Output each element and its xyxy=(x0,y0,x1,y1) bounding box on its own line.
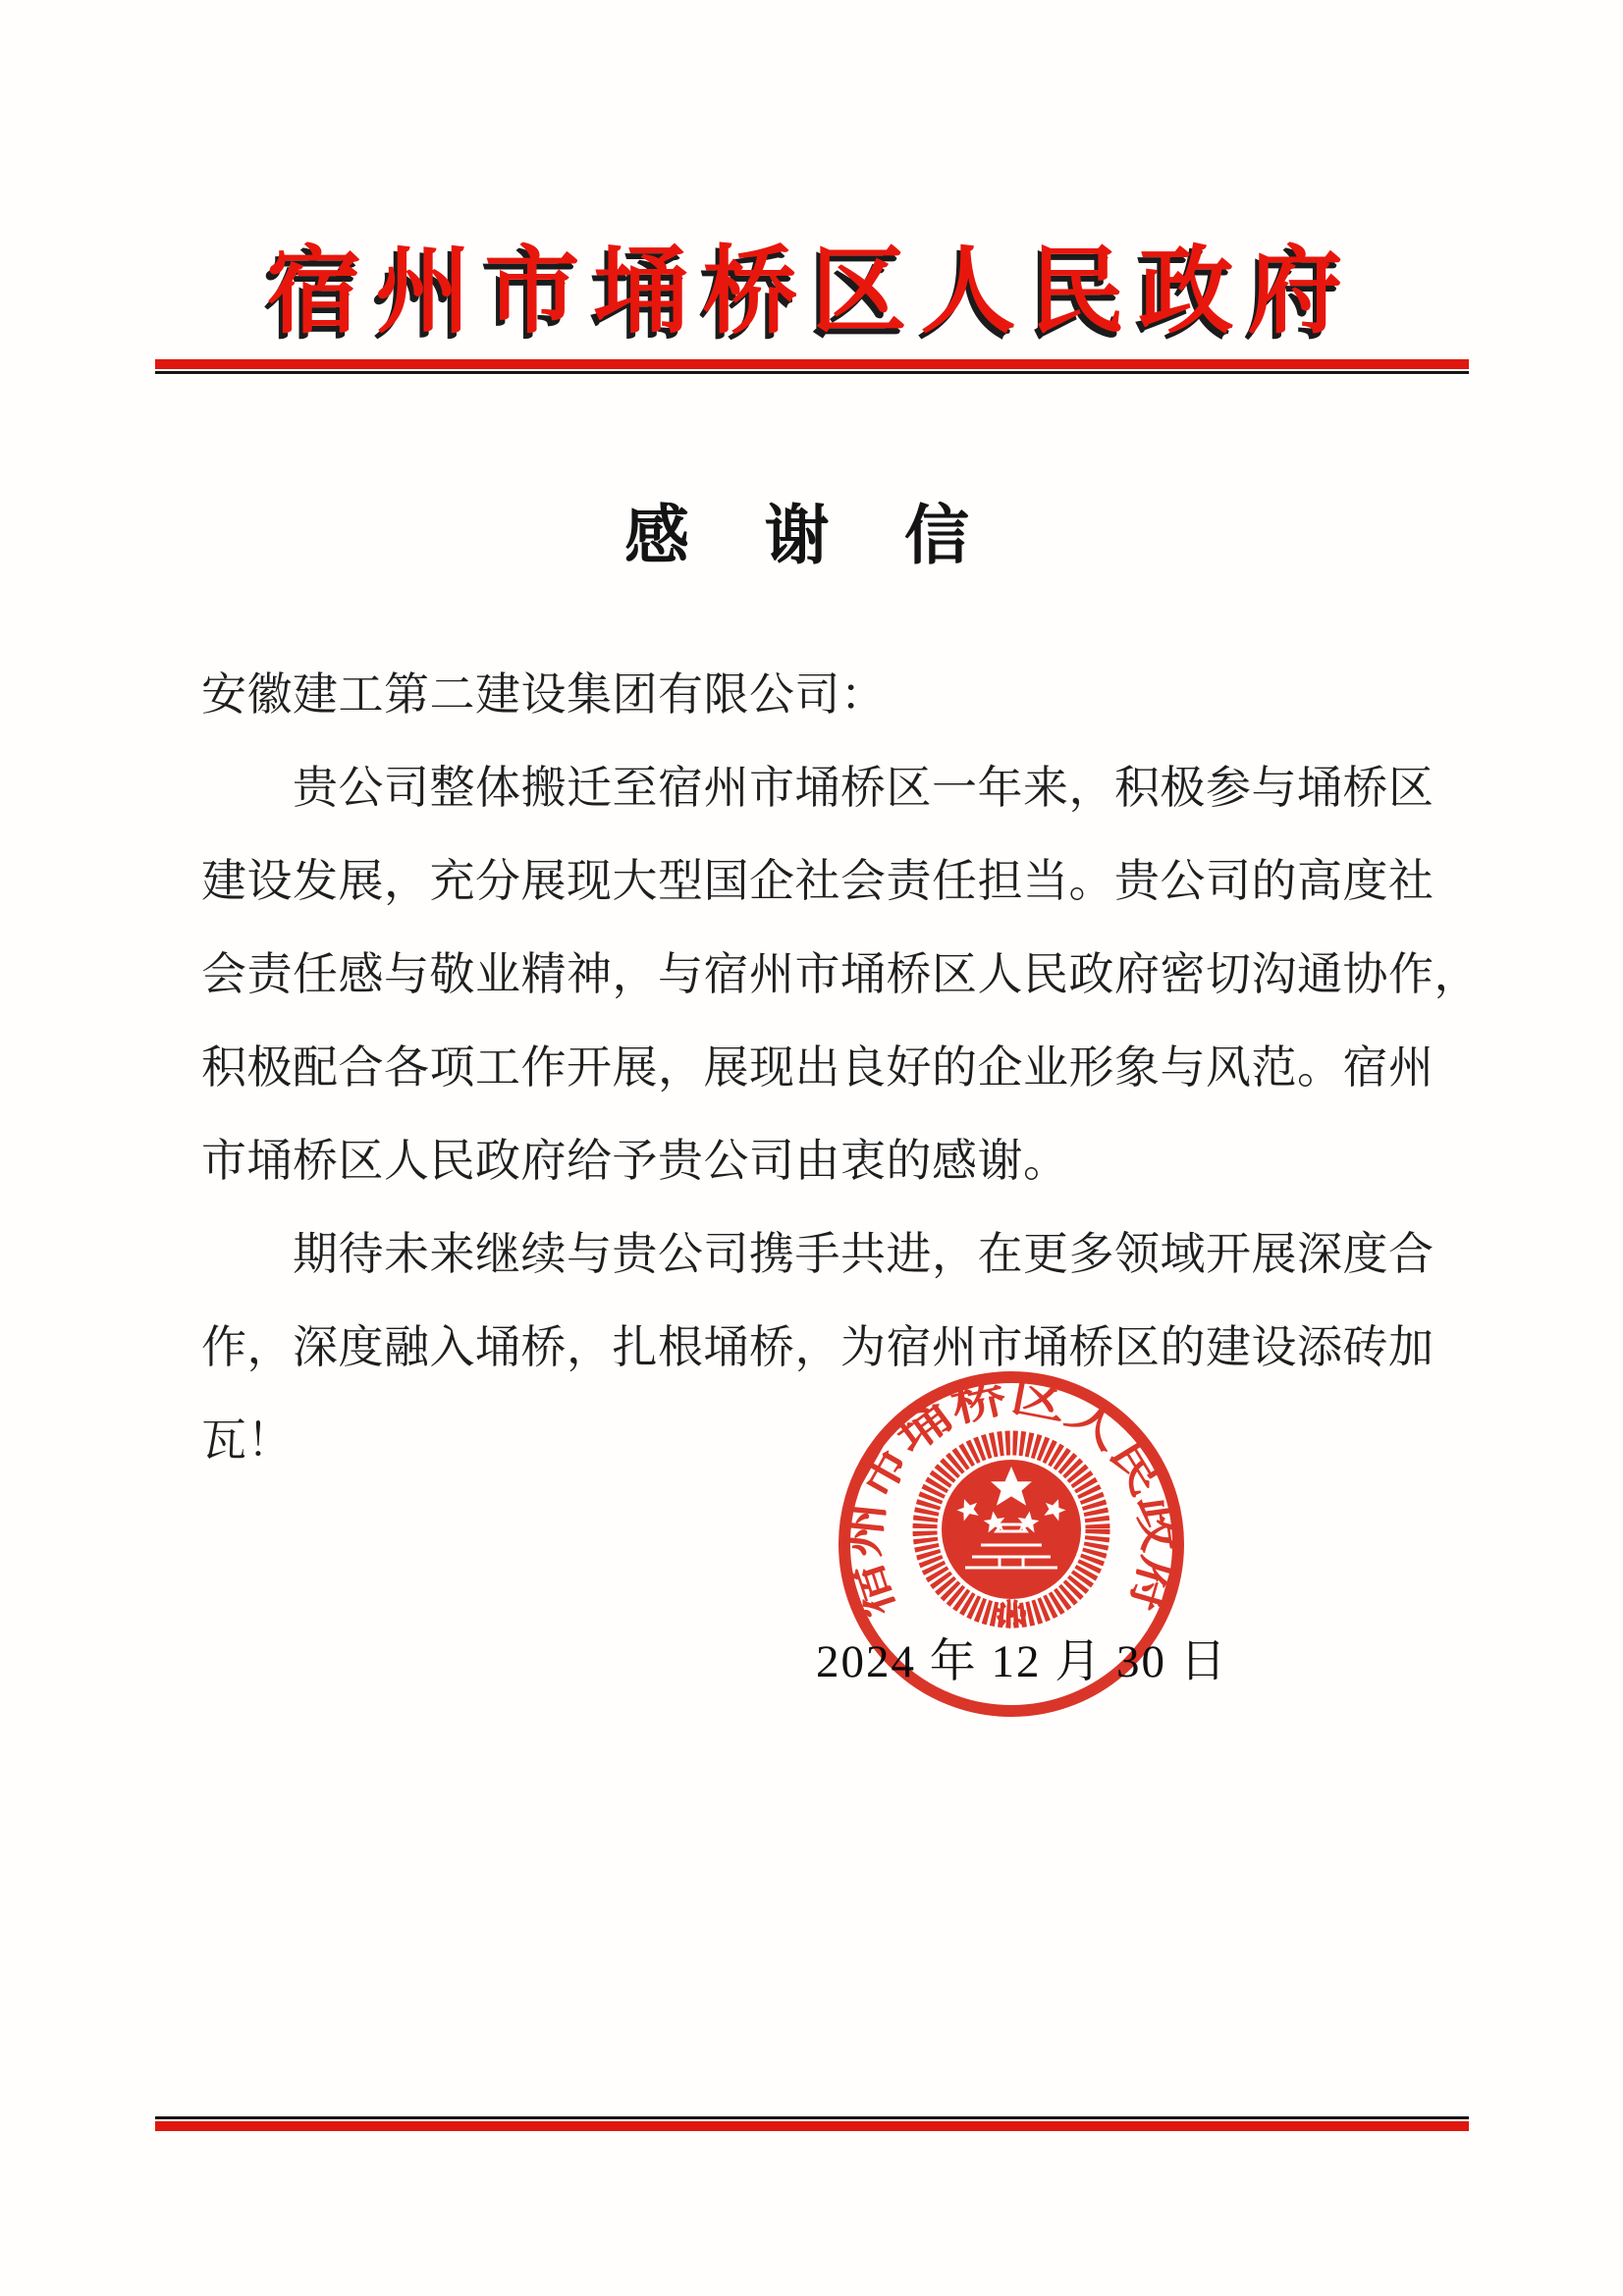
official-seal xyxy=(830,1361,1193,1724)
letterhead-org-name: 宿州市埇桥区人民政府 xyxy=(266,240,1357,345)
body-line: 期待未来继续与贵公司携手共进，在更多领域开展深度合 xyxy=(201,1229,1434,1279)
national-emblem-icon xyxy=(925,1443,1098,1626)
body-line: 贵公司整体搬迁至宿州市埇桥区一年来，积极参与埇桥区 xyxy=(201,763,1434,813)
letterhead-rule-red xyxy=(155,359,1469,369)
footer-rule xyxy=(155,2116,1469,2131)
body-line: 积极配合各项工作开展，展现出良好的企业形象与风范。宿州 xyxy=(201,1042,1434,1093)
letter-date: 2024 年 12 月 30 日 xyxy=(816,1636,1228,1687)
footer-rule-red xyxy=(155,2121,1469,2131)
body-line: 瓦！ xyxy=(201,1415,293,1466)
body-line: 建设发展，充分展现大型国企社会责任担当。贵公司的高度社 xyxy=(201,856,1434,906)
body-line: 会责任感与敬业精神，与宿州市埇桥区人民政府密切沟通协作， xyxy=(201,949,1480,999)
letterhead-rule xyxy=(155,359,1469,374)
letter-body xyxy=(201,648,1480,1487)
letterhead-rule-black xyxy=(155,371,1469,374)
salutation-line: 安徽建工第二建设集团有限公司： xyxy=(201,669,887,720)
footer-rule-black xyxy=(155,2116,1469,2119)
body-line: 市埇桥区人民政府给予贵公司由衷的感谢。 xyxy=(201,1136,1069,1186)
seal-ring-text: 宿州市埇桥区人民政府 xyxy=(839,1370,1183,1624)
body-line: 作，深度融入埇桥，扎根埇桥，为宿州市埇桥区的建设添砖加 xyxy=(201,1322,1434,1372)
letter-title: 感 谢 信 xyxy=(624,501,999,572)
